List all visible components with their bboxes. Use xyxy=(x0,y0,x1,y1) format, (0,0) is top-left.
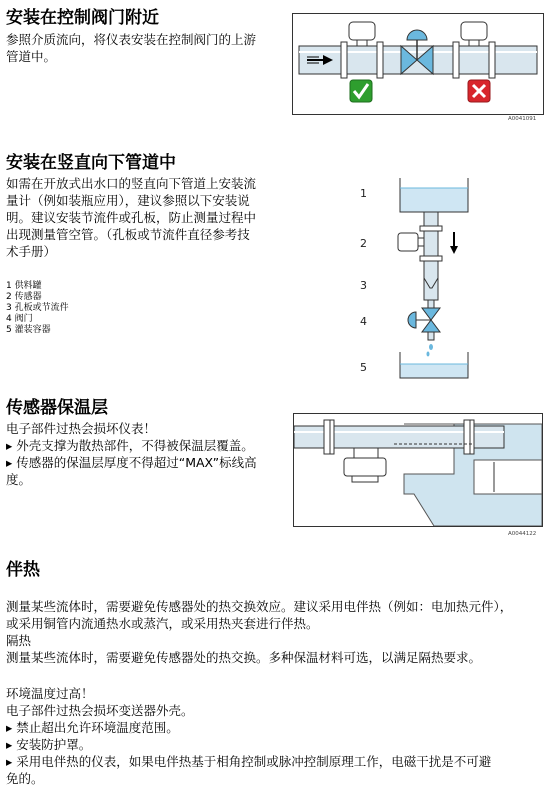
legend-item: 3 孔板或节流件 xyxy=(6,303,69,313)
section-text-vertical-2: 量计（例如装瓶应用），建议参照以下安装说 xyxy=(6,193,250,208)
insulation-text: 测量某些流体时，需要避免传感器处的热交换。多种保温材料可选，以满足隔热要求。 xyxy=(6,650,482,665)
section-text-vertical-5: 术手册） xyxy=(6,244,57,259)
figure-number: 1 xyxy=(360,187,367,200)
section-text-vertical-4: 出现测量管空管。（孔板或节流件直径参考技 xyxy=(6,227,250,242)
section-text-valve-2: 管道中。 xyxy=(6,49,57,64)
section-title-heating: 伴热 xyxy=(6,560,40,580)
heating-text-1: 测量某些流体时，需要避免传感器处的热交换效应。建议采用电伴热（例如：电加热元件）， xyxy=(6,599,513,614)
bullet-item: ▸ 禁止超出允许环境温度范围。 xyxy=(6,720,179,735)
figure-vertical-pipe xyxy=(390,170,480,385)
legend-item: 4 阀门 xyxy=(6,314,33,324)
heating-text-2: 或采用铜管内流通热水或蒸汽，或采用热夹套进行伴热。 xyxy=(6,616,319,631)
legend-item: 1 供料罐 xyxy=(6,281,42,291)
legend-item: 2 传感器 xyxy=(6,292,42,302)
bullet-item-continued: 度。 xyxy=(6,472,32,487)
figure-insulation xyxy=(293,413,543,527)
bullet-item: ▸ 采用电伴热的仪表，如果电伴热基于相角控制或脉冲控制原理工作，电磁干扰是不可避 xyxy=(6,754,492,769)
bullet-item-continued: 免的。 xyxy=(6,771,44,786)
check-icon xyxy=(350,80,372,102)
cross-icon xyxy=(468,80,490,102)
warning-title: 环境温度过高！ xyxy=(6,686,94,701)
bullet-item: ▸ 传感器的保温层厚度不得超过“MAX”标线高 xyxy=(6,455,257,470)
figure-code: A0044122 xyxy=(508,531,537,537)
figure-valve-installation xyxy=(292,13,544,115)
section-title-insulation: 传感器保温层 xyxy=(6,398,108,418)
figure-number: 2 xyxy=(360,237,367,250)
figure-number: 3 xyxy=(360,279,367,292)
figure-number: 5 xyxy=(360,361,367,374)
section-title-valve: 安装在控制阀门附近 xyxy=(6,8,159,28)
figure-number: 4 xyxy=(360,315,367,328)
section-text-vertical-3: 明。建议安装节流件或孔板，防止测量过程中 xyxy=(6,210,257,225)
section-text-valve-1: 参照介质流向，将仪表安装在控制阀门的上游 xyxy=(6,32,257,47)
section-title-vertical: 安装在竖直向下管道中 xyxy=(6,153,176,173)
warning-text: 电子部件过热会损坏仪表！ xyxy=(6,421,157,436)
bullet-item: ▸ 安装防护罩。 xyxy=(6,737,92,752)
section-text-vertical-1: 如需在开放式出水口的竖直向下管道上安装流 xyxy=(6,176,257,191)
figure-code: A0041091 xyxy=(508,116,537,122)
bullet-item: ▸ 外壳支撑为散热部件，不得被保温层覆盖。 xyxy=(6,438,254,453)
legend-item: 5 灌装容器 xyxy=(6,325,51,335)
warning-text: 电子部件过热会损坏变送器外壳。 xyxy=(6,703,194,718)
subheading-insulation: 隔热 xyxy=(6,633,32,648)
